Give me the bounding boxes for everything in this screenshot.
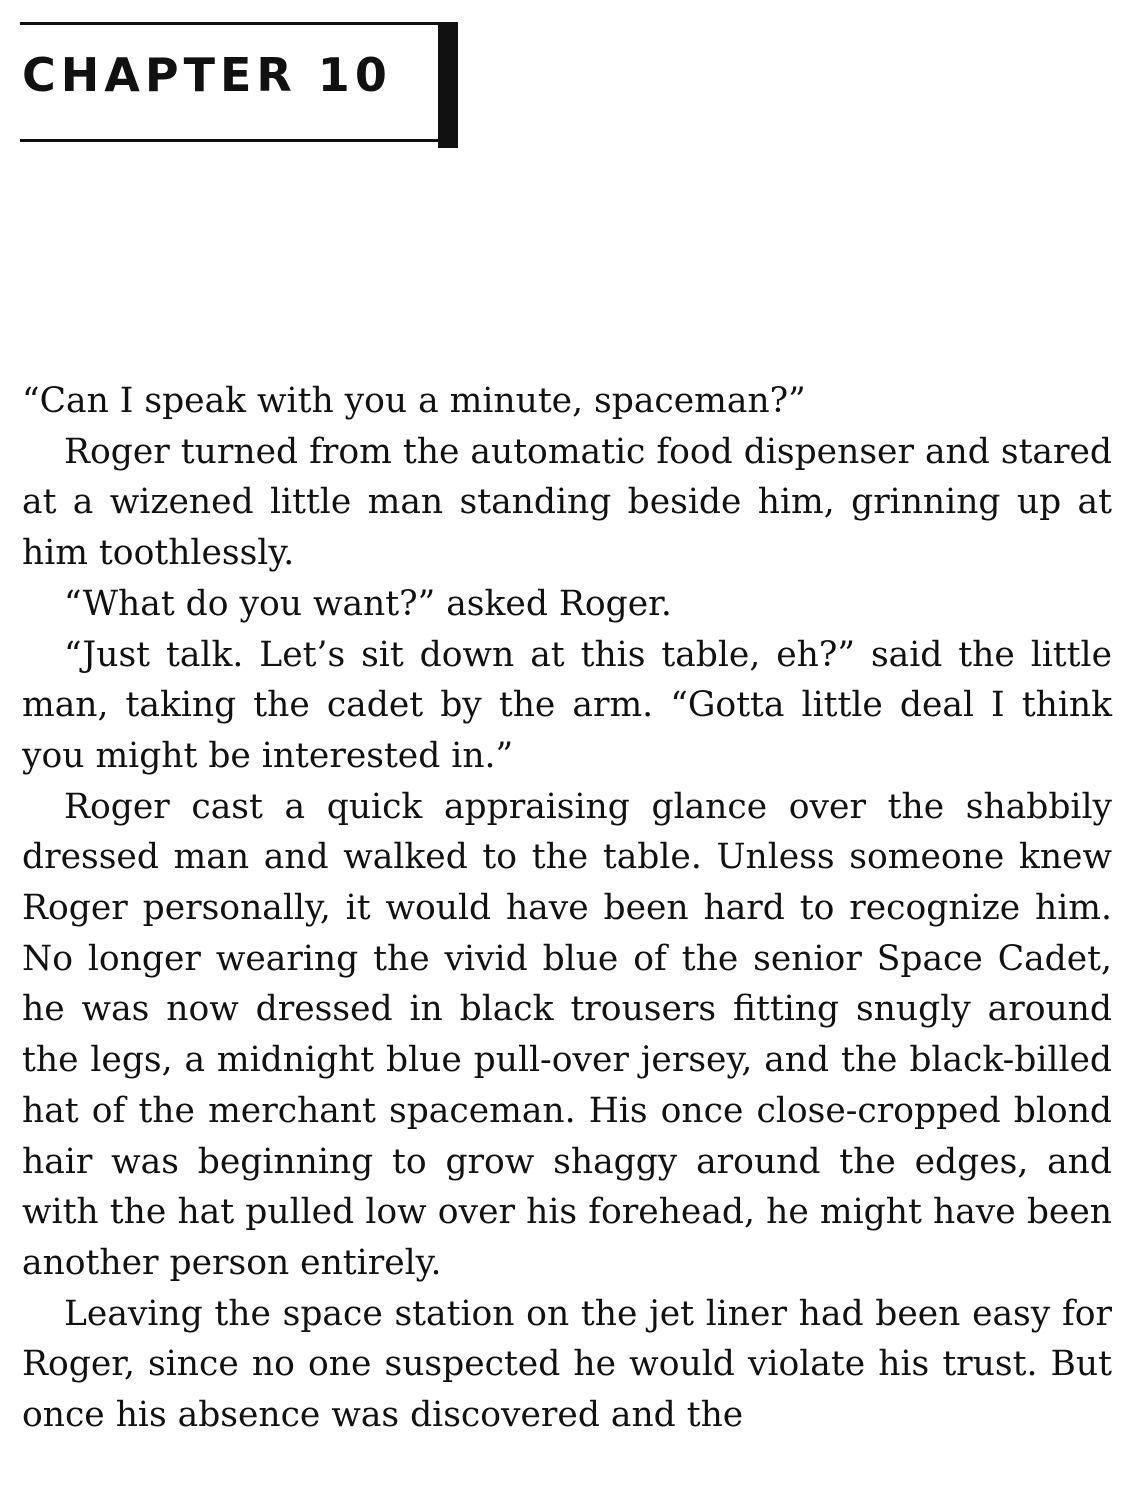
paragraph: “Can I speak with you a minute, spaceman?” <box>22 381 806 421</box>
paragraph: “What do you want?” asked Roger. <box>64 583 672 624</box>
paragraph: “Just talk. Let’s sit down at this table, eh?” said the little man, taking the cadet by the arm. “Gotta little deal I think you might be interested in.” <box>22 634 1112 776</box>
paragraph: Roger turned from the automatic food dispenser and stared at a wizened little man standing beside him, grinning up at him toothlessly. <box>22 431 1112 574</box>
body-text <box>22 376 1112 1441</box>
paragraph: Leaving the space station on the jet liner had been easy for Roger, since no one suspected he would violate his trust. But once his absence was discovered and the <box>22 1293 1112 1436</box>
paragraph: Roger cast a quick appraising glance over the shabbily dressed man and walked to the table. Unless someone knew Roger personally, it would have been hard to recognize him. No longer wearing the vivid blue of the senior Space Cadet, he was now dressed in black trousers fitting snugly around the legs, a midnight blue pull-over jersey, and the black-billed hat of the merchant spaceman. His once close-cropped blond hair was beginning to grow shaggy around the edges, and with the hat pulled low over his forehead, he might have been another person entirely. <box>22 786 1112 1283</box>
chapter-heading-bar <box>438 22 458 148</box>
chapter-heading: CHAPTER 10 <box>22 48 392 102</box>
